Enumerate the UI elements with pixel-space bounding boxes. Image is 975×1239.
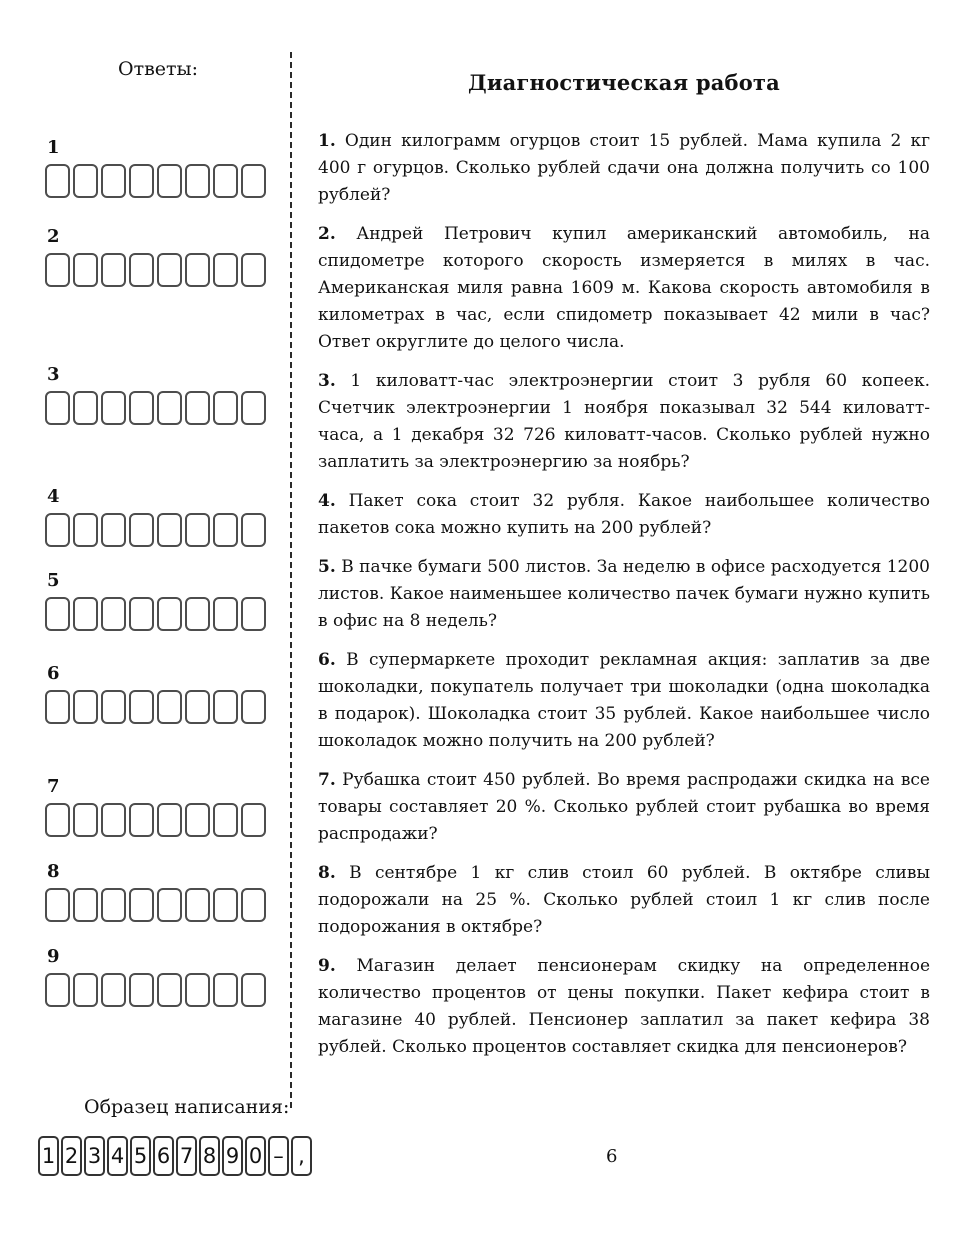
answer-cell	[157, 513, 182, 547]
answer-cell	[241, 513, 266, 547]
problem-text: В пачке бумаги 500 листов. За неделю в офисе расходуется 1200 листов. Какое наименьшее количество пачек бумаги нужно купить в офис на 8 недель?	[318, 557, 930, 631]
writing-sample-label: Образец написания:	[84, 1096, 290, 1118]
sample-character-box: 2	[61, 1136, 82, 1176]
answer-cell	[101, 690, 126, 724]
answer-cells	[45, 888, 266, 922]
answers-title: Ответы:	[118, 58, 199, 80]
answer-cell	[241, 391, 266, 425]
answer-cells	[45, 164, 266, 198]
answer-cell	[73, 253, 98, 287]
answer-cells	[45, 973, 266, 1007]
answer-cell	[129, 253, 154, 287]
answer-cell	[185, 888, 210, 922]
problem-text: Андрей Петрович купил американский автомобиль, на спидометре которого скорость измеряется в милях в час. Американская миля равна 1609 м. Какова скорость автомобиля в километрах в час, если спидометр показывает 42 мили в час? Ответ округлите до целого числа.	[318, 224, 930, 352]
answer-cell	[73, 803, 98, 837]
answer-group-1	[45, 137, 266, 198]
answer-number: 4	[47, 486, 60, 507]
answer-cell	[157, 597, 182, 631]
answer-cell	[241, 888, 266, 922]
problem-7	[318, 767, 930, 848]
answer-cell	[73, 391, 98, 425]
answer-cells	[45, 253, 266, 287]
answer-cell	[185, 597, 210, 631]
answer-cell	[101, 164, 126, 198]
answer-cell	[185, 973, 210, 1007]
answer-cell	[185, 164, 210, 198]
answer-group-6	[45, 663, 266, 724]
problem-number: 8.	[318, 863, 336, 883]
answer-cell	[129, 513, 154, 547]
answer-cell	[185, 690, 210, 724]
answer-cell	[129, 164, 154, 198]
answer-number: 9	[47, 946, 60, 967]
problem-number: 3.	[318, 371, 336, 391]
answer-cell	[45, 253, 70, 287]
answer-cell	[157, 888, 182, 922]
answer-number: 2	[47, 226, 60, 247]
answer-cell	[185, 253, 210, 287]
problem-9	[318, 953, 930, 1061]
answer-cell	[45, 803, 70, 837]
answer-cell	[73, 973, 98, 1007]
answer-cell	[101, 253, 126, 287]
problems-column	[318, 70, 930, 1073]
answer-cell	[157, 803, 182, 837]
answer-cell	[45, 973, 70, 1007]
writing-sample-boxes	[38, 1136, 312, 1176]
answer-cell	[213, 253, 238, 287]
answer-cell	[157, 690, 182, 724]
problem-4	[318, 488, 930, 542]
problem-number: 6.	[318, 650, 336, 670]
answer-cells	[45, 391, 266, 425]
problem-text: Рубашка стоит 450 рублей. Во время распродажи скидка на все товары составляет 20 %. Сколько рублей стоит рубашка во время распродажи?	[318, 770, 930, 844]
problem-3	[318, 368, 930, 476]
answer-cell	[185, 391, 210, 425]
answer-cell	[101, 803, 126, 837]
sample-character-box: 0	[245, 1136, 266, 1176]
answer-cell	[45, 888, 70, 922]
answer-cell	[241, 690, 266, 724]
answer-cell	[45, 690, 70, 724]
problem-1	[318, 128, 930, 209]
answer-cell	[213, 597, 238, 631]
answer-cell	[157, 973, 182, 1007]
answer-cell	[101, 888, 126, 922]
answer-cell	[101, 513, 126, 547]
answer-cell	[213, 164, 238, 198]
problem-number: 2.	[318, 224, 336, 244]
problem-2	[318, 221, 930, 356]
problem-text: Магазин делает пенсионерам скидку на определенное количество процентов от цены покупки. Пакет кефира стоит в магазине 40 рублей. Пенсионер заплатил за пакет кефира 38 рублей. Сколько процентов составляет скидка для пенсионеров?	[318, 956, 930, 1057]
answer-number: 7	[47, 776, 60, 797]
answer-cell	[45, 164, 70, 198]
answer-number: 6	[47, 663, 60, 684]
answer-cell	[213, 803, 238, 837]
answer-cell	[213, 391, 238, 425]
sample-character-box: 8	[199, 1136, 220, 1176]
page-number: 6	[606, 1146, 618, 1167]
problem-number: 5.	[318, 557, 336, 577]
answer-group-5	[45, 570, 266, 631]
answer-cell	[101, 597, 126, 631]
problem-5	[318, 554, 930, 635]
answer-cell	[73, 690, 98, 724]
answer-group-4	[45, 486, 266, 547]
answer-cell	[213, 513, 238, 547]
sample-character-box: –	[268, 1136, 289, 1176]
answer-cell	[129, 597, 154, 631]
answer-cell	[129, 803, 154, 837]
problem-text: В сентябре 1 кг слив стоил 60 рублей. В октябре сливы подорожали на 25 %. Сколько рублей стоил 1 кг слив после подорожания в октябре?	[318, 863, 930, 937]
answer-number: 3	[47, 364, 60, 385]
answer-cell	[73, 513, 98, 547]
answer-cell	[45, 513, 70, 547]
answer-cell	[185, 803, 210, 837]
answer-cell	[101, 391, 126, 425]
answer-number: 8	[47, 861, 60, 882]
answer-cell	[157, 391, 182, 425]
answer-group-8	[45, 861, 266, 922]
answer-cell	[73, 888, 98, 922]
answer-cell	[241, 597, 266, 631]
answer-cell	[241, 253, 266, 287]
problem-6	[318, 647, 930, 755]
problem-text: В супермаркете проходит рекламная акция: заплатив за две шоколадки, покупатель получает три шоколадки (одна шоколадка в подарок). Шоколадка стоит 35 рублей. Какое наибольшее число шоколадок можно получить на 200 рублей?	[318, 650, 930, 751]
answer-cell	[129, 973, 154, 1007]
dashed-divider	[290, 52, 292, 1108]
answer-cell	[129, 391, 154, 425]
problem-text: Пакет сока стоит 32 рубля. Какое наибольшее количество пакетов сока можно купить на 200 рублей?	[318, 491, 930, 538]
answer-cells	[45, 513, 266, 547]
answer-cell	[73, 597, 98, 631]
answer-cell	[241, 164, 266, 198]
sample-character-box: 3	[84, 1136, 105, 1176]
answer-group-3	[45, 364, 266, 425]
sample-character-box: 9	[222, 1136, 243, 1176]
problem-number: 9.	[318, 956, 336, 976]
answer-cell	[129, 888, 154, 922]
answer-cell	[213, 690, 238, 724]
answer-cell	[213, 888, 238, 922]
problem-text: 1 киловатт-час электроэнергии стоит 3 рубля 60 копеек. Счетчик электроэнергии 1 ноября показывал 32 544 киловатт-часа, а 1 декабря 32 726 киловатт-часов. Сколько рублей нужно заплатить за электроэнергию за ноябрь?	[318, 371, 930, 472]
answer-cells	[45, 803, 266, 837]
answer-cell	[241, 803, 266, 837]
answer-cell	[45, 597, 70, 631]
answer-cell	[101, 973, 126, 1007]
problem-8	[318, 860, 930, 941]
problem-number: 1.	[318, 131, 336, 151]
answer-cell	[213, 973, 238, 1007]
answer-cell	[157, 164, 182, 198]
answer-number: 5	[47, 570, 60, 591]
answer-cells	[45, 690, 266, 724]
answer-group-7	[45, 776, 266, 837]
sample-character-box: 7	[176, 1136, 197, 1176]
answer-cell	[157, 253, 182, 287]
sample-character-box: 6	[153, 1136, 174, 1176]
answer-number: 1	[47, 137, 60, 158]
answer-cell	[185, 513, 210, 547]
answer-group-9	[45, 946, 266, 1007]
problem-number: 4.	[318, 491, 336, 511]
sample-character-box: 5	[130, 1136, 151, 1176]
answer-cells	[45, 597, 266, 631]
answer-cell	[241, 973, 266, 1007]
page-title: Диагностическая работа	[468, 70, 780, 95]
answer-cell	[73, 164, 98, 198]
answer-group-2	[45, 226, 266, 287]
sample-character-box: 4	[107, 1136, 128, 1176]
problem-number: 7.	[318, 770, 336, 790]
answer-cell	[129, 690, 154, 724]
problem-text: Один килограмм огурцов стоит 15 рублей. Мама купила 2 кг 400 г огурцов. Сколько рублей сдачи она должна получить со 100 рублей?	[318, 131, 930, 205]
sample-character-box: ,	[291, 1136, 312, 1176]
answer-cell	[45, 391, 70, 425]
sample-character-box: 1	[38, 1136, 59, 1176]
